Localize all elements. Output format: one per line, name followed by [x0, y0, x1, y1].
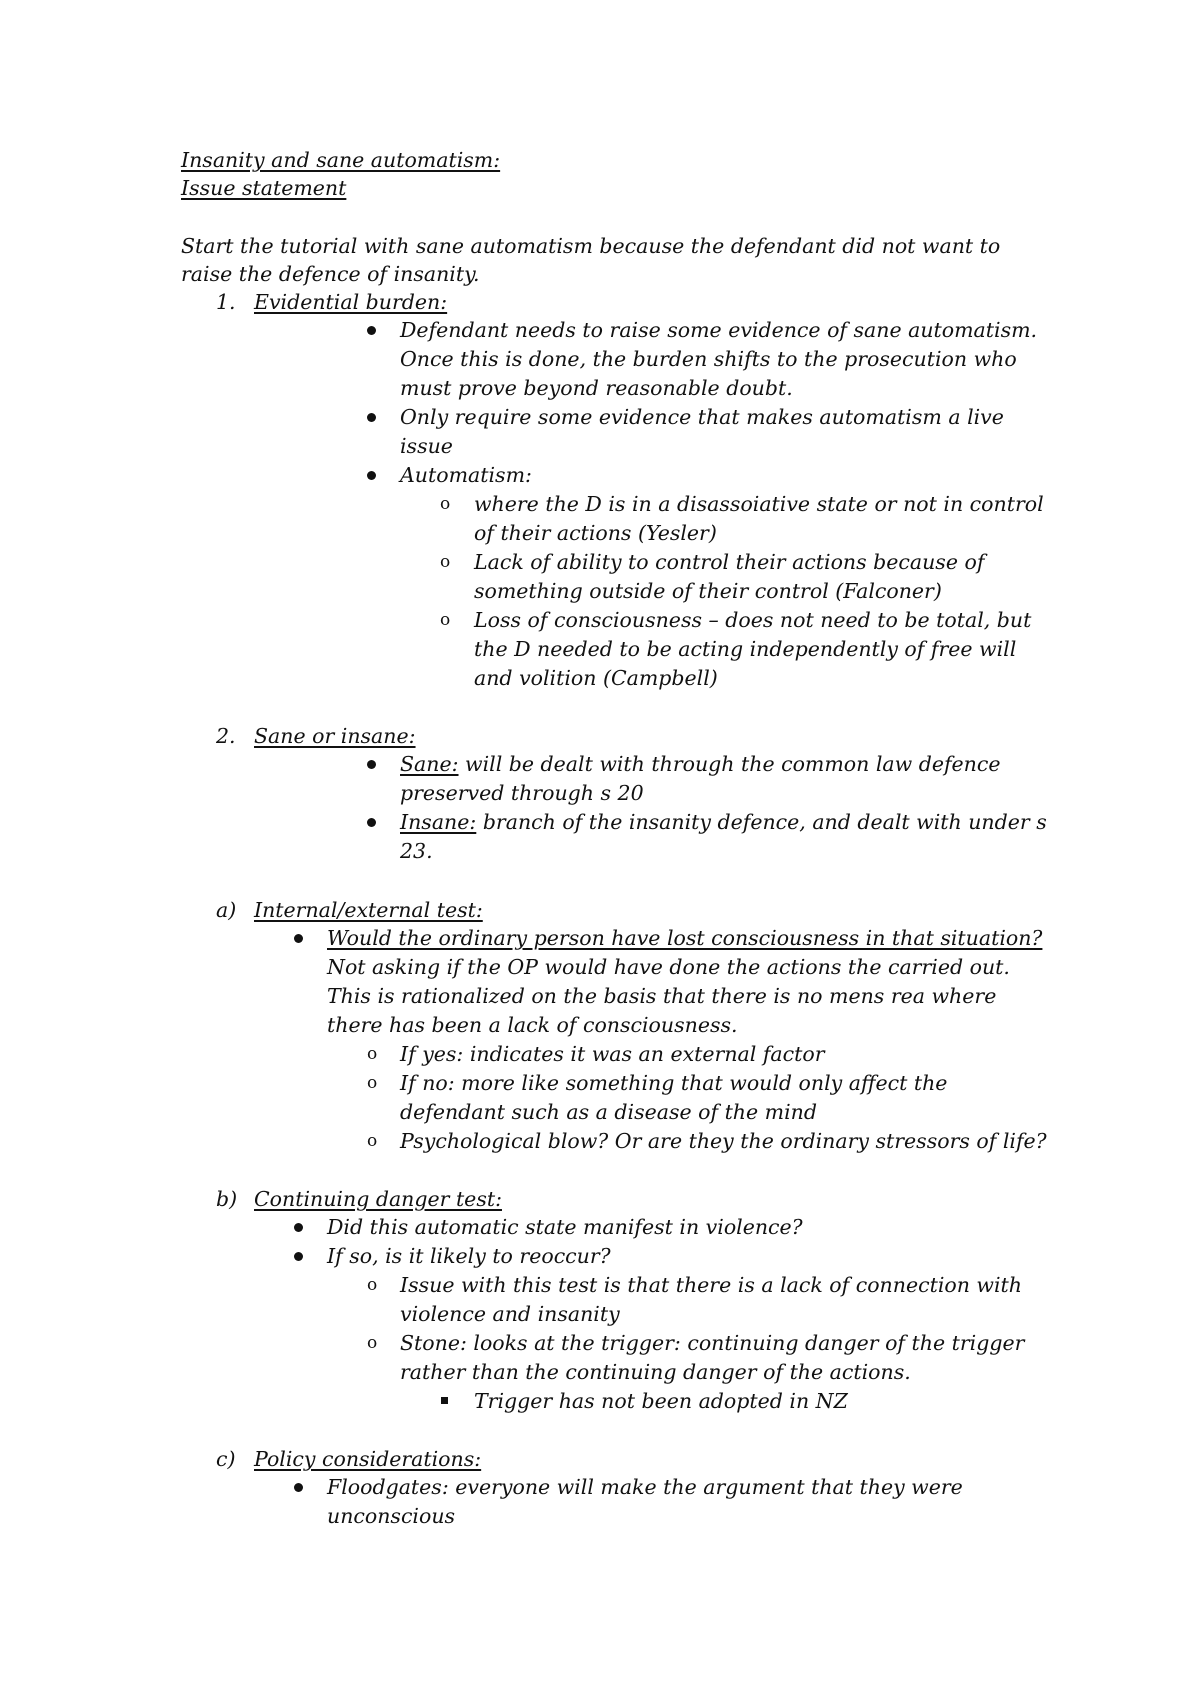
bullet-icon: [367, 760, 376, 769]
sb-bullet-2: If so, is it likely to reoccur?: [327, 1244, 611, 1268]
section-c-heading: Policy considerations:: [254, 1447, 482, 1471]
sa-bullet-1-line-2: This is rationalized on the basis that there is no mens rea where: [327, 984, 997, 1008]
s1-bullet-2-line-1: Only require some evidence that makes automatism a live: [400, 405, 1004, 429]
circle-bullet-icon: o: [367, 1333, 378, 1353]
sb-subsub-1: Trigger has not been adopted in NZ: [474, 1389, 848, 1413]
circle-bullet-icon: o: [440, 610, 451, 630]
s1-sub-1-line-1: where the D is in a disassoiative state or not in control: [474, 492, 1044, 516]
bullet-icon: [294, 1223, 303, 1232]
s1-bullet-1-line-2: Once this is done, the burden shifts to the prosecution who: [400, 347, 1017, 371]
sa-bullet-1-line-1: Not asking if the OP would have done the actions the carried out.: [327, 955, 1010, 979]
circle-bullet-icon: o: [367, 1073, 378, 1093]
s2-bullet-1-line-1: [400, 750, 1001, 778]
section-2-heading: Sane or insane:: [254, 724, 416, 748]
issue-statement-heading: Issue statement: [181, 176, 347, 200]
section-1-heading: Evidential burden:: [254, 290, 448, 314]
section-a-marker: a): [216, 898, 237, 922]
s2-bullet-1-line-2: preserved through s 20: [400, 781, 644, 805]
bullet-icon: [367, 471, 376, 480]
sc-bullet-1-line-2: unconscious: [327, 1504, 456, 1528]
insane-text: branch of the insanity defence, and dealt with under s: [476, 810, 1047, 834]
circle-bullet-icon: o: [367, 1131, 378, 1151]
sa-bullet-1-question: Would the ordinary person have lost consciousness in that situation?: [327, 926, 1043, 950]
sane-label: Sane:: [400, 752, 459, 776]
section-a-heading: Internal/external test:: [254, 898, 483, 922]
section-b-heading: Continuing danger test:: [254, 1187, 502, 1211]
circle-bullet-icon: o: [367, 1275, 378, 1295]
s1-sub-1-line-2: of their actions (Yesler): [474, 521, 717, 545]
s1-sub-2-line-2: something outside of their control (Falconer): [474, 579, 942, 603]
sc-bullet-1-line-1: Floodgates: everyone will make the argument that they were: [327, 1475, 963, 1499]
sa-sub-2-line-1: If no: more like something that would only affect the: [400, 1071, 948, 1095]
s1-sub-2-line-1: Lack of ability to control their actions because of: [474, 550, 985, 574]
section-1-marker: 1.: [216, 290, 236, 314]
s1-bullet-3: Automatism:: [400, 463, 532, 487]
sa-sub-3: Psychological blow? Or are they the ordinary stressors of life?: [400, 1129, 1047, 1153]
sane-text: will be dealt with through the common law defence: [458, 752, 1001, 776]
square-bullet-icon: [441, 1397, 448, 1404]
s1-sub-3-line-3: and volition (Campbell): [474, 666, 718, 690]
sa-sub-2-line-2: defendant such as a disease of the mind: [400, 1100, 817, 1124]
bullet-icon: [294, 1483, 303, 1492]
bullet-icon: [367, 326, 376, 335]
circle-bullet-icon: o: [440, 552, 451, 572]
s1-bullet-1-line-3: must prove beyond reasonable doubt.: [400, 376, 793, 400]
intro-line-1: Start the tutorial with sane automatism because the defendant did not want to: [181, 234, 1001, 258]
s1-sub-3-line-1: Loss of consciousness – does not need to be total, but: [474, 608, 1032, 632]
s1-bullet-2-line-2: issue: [400, 434, 453, 458]
sb-bullet-1: Did this automatic state manifest in violence?: [327, 1215, 803, 1239]
s2-bullet-2-line-2: 23.: [400, 839, 433, 863]
document-title: Insanity and sane automatism:: [181, 148, 501, 172]
bullet-icon: [367, 413, 376, 422]
sb-sub-1-line-2: violence and insanity: [400, 1302, 620, 1326]
sb-sub-2-line-2: rather than the continuing danger of the actions.: [400, 1360, 911, 1384]
sa-bullet-1-line-3: there has been a lack of consciousness.: [327, 1013, 738, 1037]
s1-bullet-1-line-1: Defendant needs to raise some evidence of sane automatism.: [400, 318, 1038, 342]
sa-sub-1: If yes: indicates it was an external factor: [400, 1042, 825, 1066]
sb-sub-1-line-1: Issue with this test is that there is a lack of connection with: [400, 1273, 1022, 1297]
bullet-icon: [294, 1252, 303, 1261]
circle-bullet-icon: o: [440, 494, 451, 514]
section-2-marker: 2.: [216, 724, 236, 748]
intro-line-2: raise the defence of insanity.: [181, 262, 480, 286]
section-c-marker: c): [216, 1447, 236, 1471]
sb-sub-2-line-1: Stone: looks at the trigger: continuing danger of the trigger: [400, 1331, 1025, 1355]
circle-bullet-icon: o: [367, 1044, 378, 1064]
s1-sub-3-line-2: the D needed to be acting independently of free will: [474, 637, 1017, 661]
section-b-marker: b): [216, 1187, 238, 1211]
bullet-icon: [294, 934, 303, 943]
s2-bullet-2-line-1: [400, 808, 1047, 836]
insane-label: Insane:: [400, 810, 477, 834]
bullet-icon: [367, 818, 376, 827]
